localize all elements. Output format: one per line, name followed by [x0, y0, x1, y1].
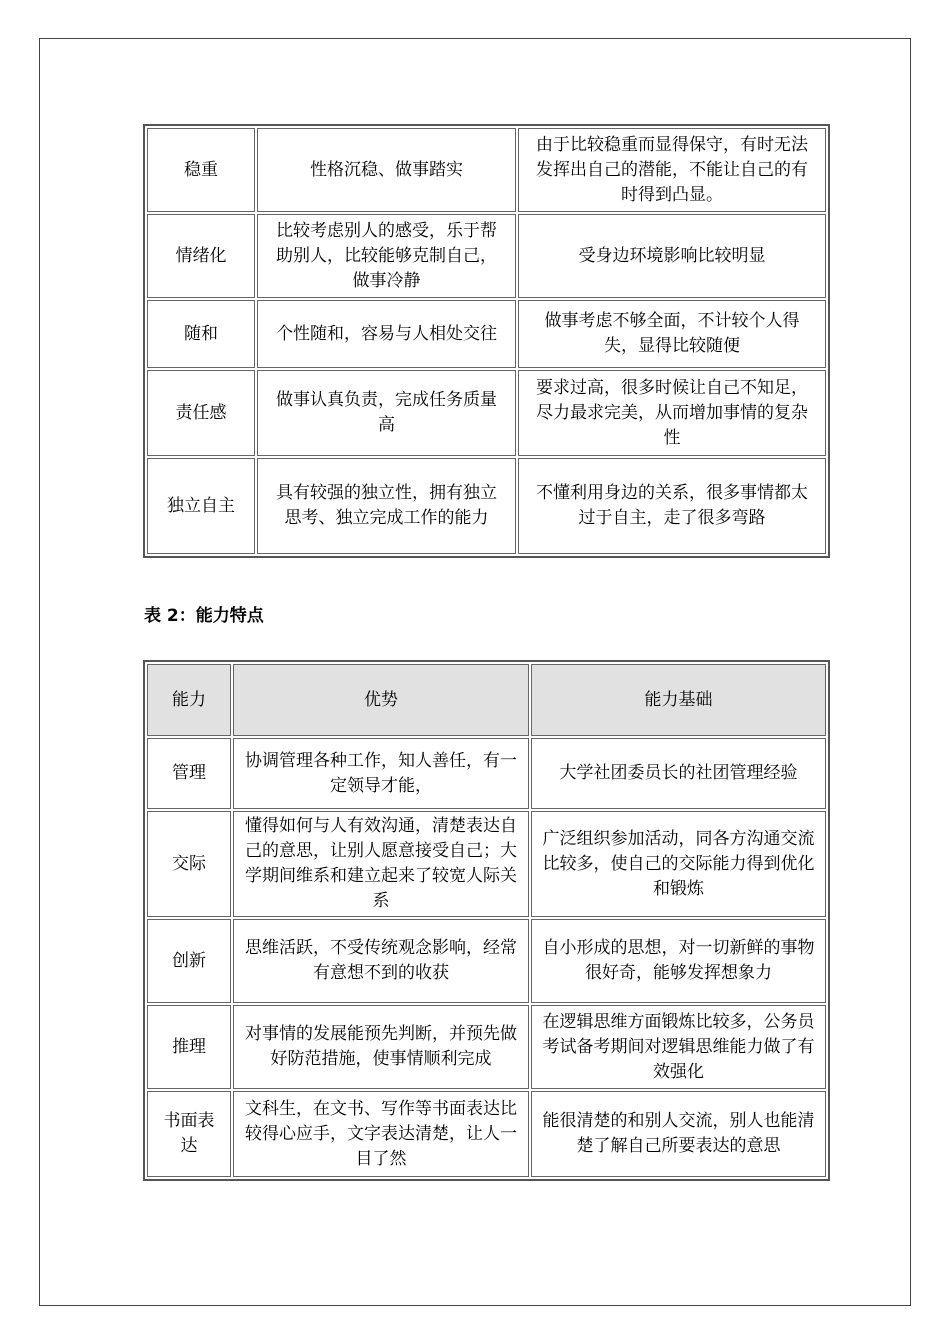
ability-table: [143, 660, 830, 1181]
table-row: [147, 214, 826, 298]
ability-cell: 管理: [147, 738, 231, 809]
strength-cell: 个性随和，容易与人相处交往: [257, 300, 516, 368]
table-row: [147, 300, 826, 368]
personality-table: [143, 124, 830, 558]
advantage-cell: 文科生，在文书、写作等书面表达比较得心应手，文字表达清楚，让人一目了然: [233, 1091, 529, 1177]
column-header-ability: 能力: [147, 664, 231, 736]
weakness-cell: 做事考虑不够全面，不计较个人得失，显得比较随便: [518, 300, 826, 368]
basis-cell: 在逻辑思维方面锻炼比较多，公务员考试备考期间对逻辑思维能力做了有效强化: [531, 1005, 826, 1089]
trait-cell: 情绪化: [147, 214, 255, 298]
table-row: [147, 128, 826, 212]
strength-cell: 具有较强的独立性，拥有独立思考、独立完成工作的能力: [257, 458, 516, 554]
trait-cell: 随和: [147, 300, 255, 368]
table-row: [147, 919, 826, 1003]
table-row: [147, 738, 826, 809]
basis-cell: 大学社团委员长的社团管理经验: [531, 738, 826, 809]
table-row: [147, 811, 826, 917]
strength-cell: 做事认真负责，完成任务质量高: [257, 370, 516, 456]
table-row: [147, 458, 826, 554]
weakness-cell: 由于比较稳重而显得保守，有时无法发挥出自己的潜能，不能让自己的有时得到凸显。: [518, 128, 826, 212]
basis-cell: 能很清楚的和别人交流，别人也能清楚了解自己所要表达的意思: [531, 1091, 826, 1177]
table-header-row: [147, 664, 826, 736]
table-row: [147, 370, 826, 456]
ability-cell: 创新: [147, 919, 231, 1003]
weakness-cell: 受身边环境影响比较明显: [518, 214, 826, 298]
ability-cell: 交际: [147, 811, 231, 917]
advantage-cell: 懂得如何与人有效沟通，清楚表达自己的意思，让别人愿意接受自己；大学期间维系和建立起来了较宽人际关系: [233, 811, 529, 917]
ability-cell: 推理: [147, 1005, 231, 1089]
strength-cell: 性格沉稳、做事踏实: [257, 128, 516, 212]
table2-caption: 表 2：能力特点: [144, 606, 264, 626]
advantage-cell: 协调管理各种工作，知人善任，有一定领导才能，: [233, 738, 529, 809]
table-row: [147, 1005, 826, 1089]
advantage-cell: 对事情的发展能预先判断，并预先做好防范措施，使事情顺利完成: [233, 1005, 529, 1089]
weakness-cell: 要求过高，很多时候让自己不知足，尽力最求完美，从而增加事情的复杂性: [518, 370, 826, 456]
basis-cell: 自小形成的思想，对一切新鲜的事物很好奇，能够发挥想象力: [531, 919, 826, 1003]
column-header-basis: 能力基础: [531, 664, 826, 736]
ability-cell: 书面表达: [147, 1091, 231, 1177]
weakness-cell: 不懂利用身边的关系，很多事情都太过于自主，走了很多弯路: [518, 458, 826, 554]
table-row: [147, 1091, 826, 1177]
strength-cell: 比较考虑别人的感受，乐于帮助别人，比较能够克制自己，做事冷静: [257, 214, 516, 298]
advantage-cell: 思维活跃，不受传统观念影响，经常有意想不到的收获: [233, 919, 529, 1003]
basis-cell: 广泛组织参加活动，同各方沟通交流比较多，使自己的交际能力得到优化和锻炼: [531, 811, 826, 917]
column-header-advantage: 优势: [233, 664, 529, 736]
trait-cell: 稳重: [147, 128, 255, 212]
trait-cell: 独立自主: [147, 458, 255, 554]
trait-cell: 责任感: [147, 370, 255, 456]
